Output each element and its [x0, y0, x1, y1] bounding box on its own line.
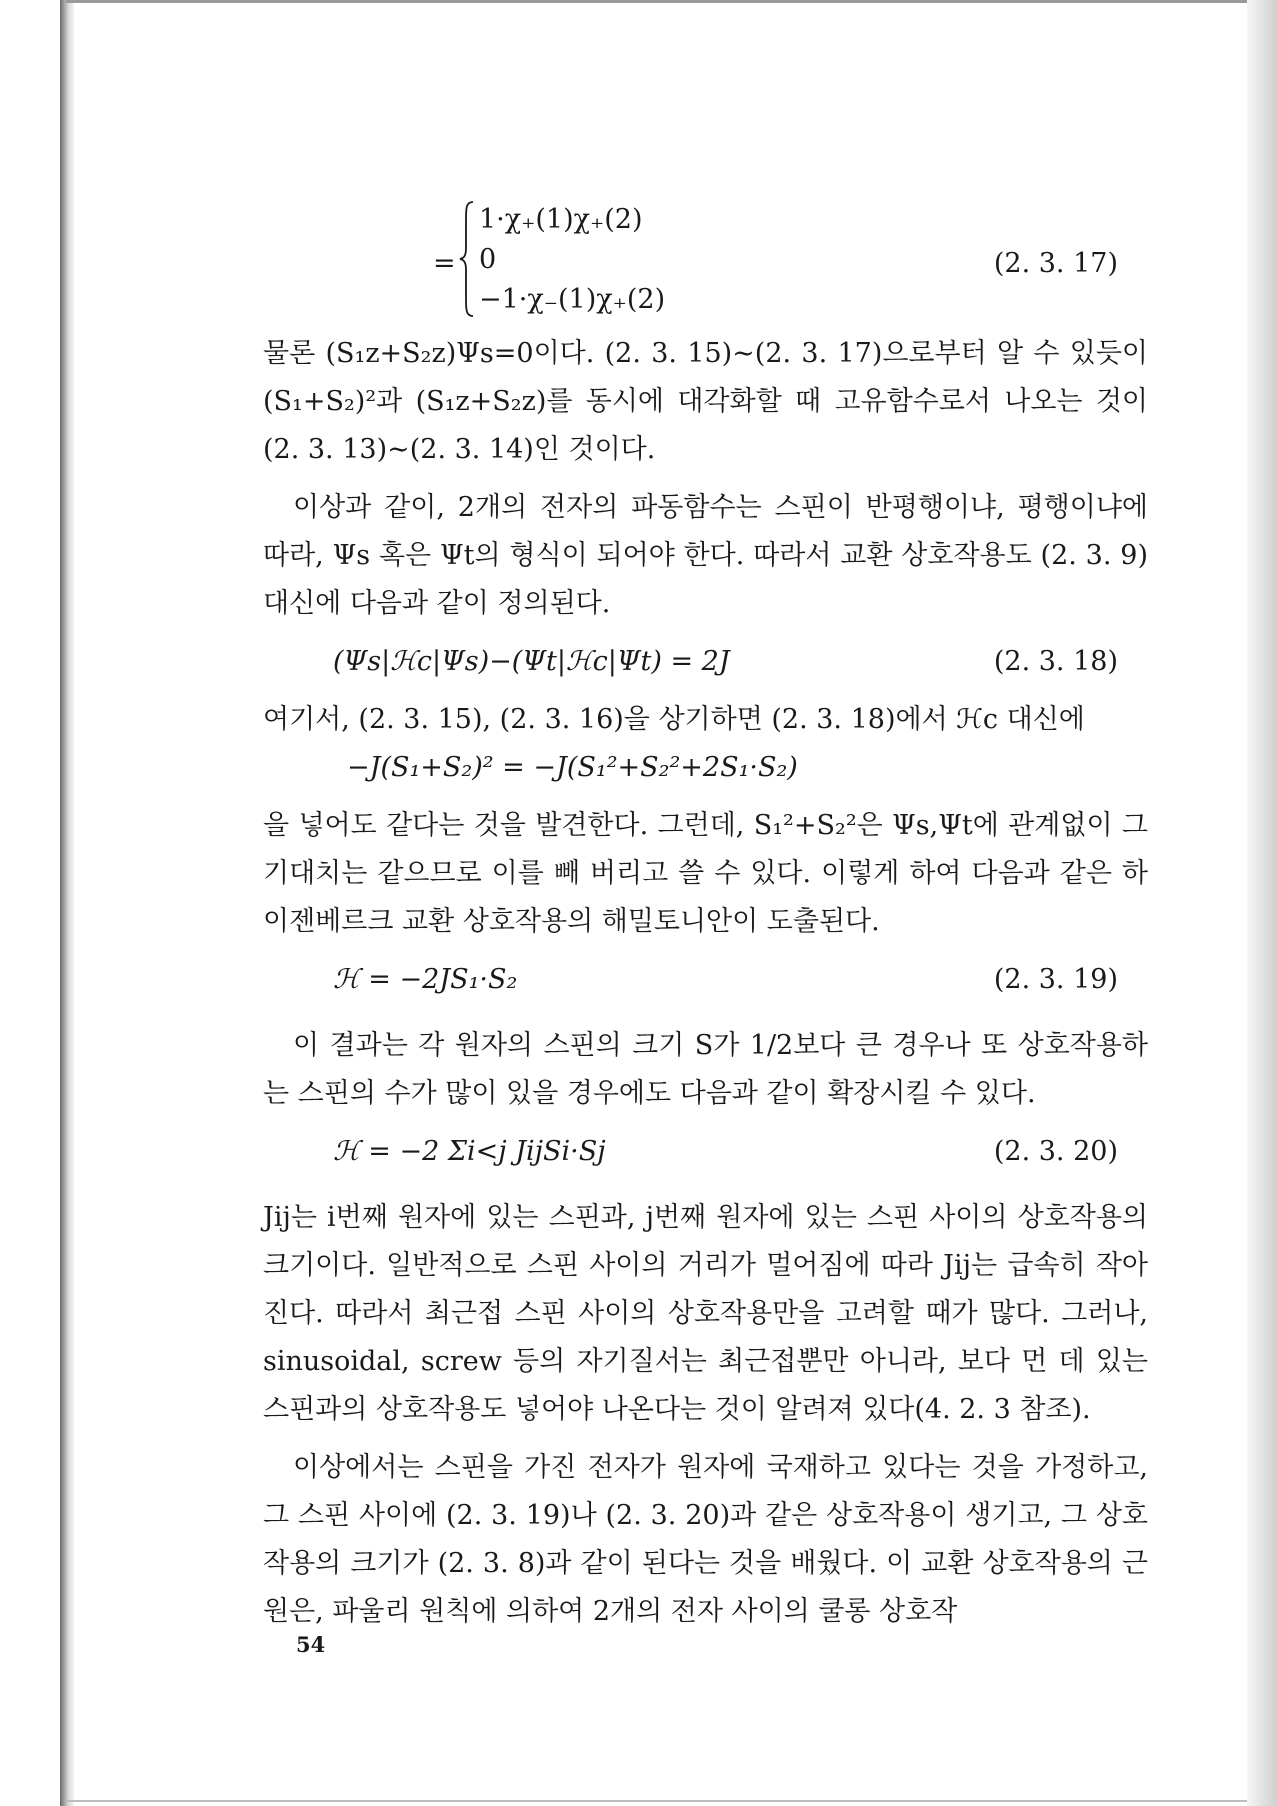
paragraph-6: Jij는 i번째 원자에 있는 스핀과, j번째 원자에 있는 스핀 사이의 상호작용의 크기이다. 일반적으로 스핀 사이의 거리가 멀어짐에 따라 Jij는 급속히 작아진다. 따라서 최근접 스핀 사이의 상호작용만을 고려할 때가 많다. 그러나, sinusoidal, screw 등의 자기질서는 최근접뿐만 아니라, 보다 먼 데 있는 스핀과의 상호작용도 넣어야 나온다는 것이 알려져 있다(4. 2. 3 참조). — [263, 1202, 1148, 1425]
equation-2-3-19 — [263, 956, 1148, 1004]
page-bottom-edge — [66, 1800, 1277, 1802]
equation-equals-sign: = — [433, 248, 456, 279]
paragraph-4: 을 넣어도 같다는 것을 발견한다. 그런데, S₁²+S₂²은 Ψs,Ψt에 관계없이 그 기대치는 같으므로 이를 빼 버리고 쓸 수 있다. 이렇게 하여 다음과 같은 하이젠베르크 교환 상호작용의 해밀토니안이 도출된다. — [263, 810, 1148, 937]
paragraph-1: 물론 (S₁z+S₂z)Ψs=0이다. (2. 3. 15)∼(2. 3. 17)으로부터 알 수 있듯이 (S₁+S₂)²과 (S₁z+S₂z)를 동시에 대각화할 때 고유함수로서 나오는 것이 (2. 3. 13)∼(2. 3. 14)인 것이다. — [263, 338, 1148, 465]
page-content — [263, 200, 1148, 1636]
paragraph-2: 이상과 같이, 2개의 전자의 파동함수는 스핀이 반평행이냐, 평행이냐에 따라, Ψs 혹은 Ψt의 형식이 되어야 한다. 따라서 교환 상호작용도 (2. 3. 9) 대신에 다음과 같이 정의된다. — [263, 492, 1148, 619]
equation-2-3-20 — [263, 1128, 1148, 1176]
equation-2-3-18 — [263, 638, 1148, 686]
paragraph-7: 이상에서는 스핀을 가진 전자가 원자에 국재하고 있다는 것을 가정하고, 그 스핀 사이에 (2. 3. 19)나 (2. 3. 20)과 같은 상호작용이 생기고, 그 상호작용의 크기가 (2. 3. 8)과 같이 된다는 것을 배웠다. 이 교환 상호작용의 근원은, 파울리 원칙에 의하여 2개의 전자 사이의 쿨롱 상호작 — [263, 1452, 1148, 1627]
equation-case-3: −1·χ₋(1)χ₊(2) — [479, 284, 666, 315]
equation-case-1: 1·χ₊(1)χ₊(2) — [479, 204, 643, 235]
equation-number: (2. 3. 20) — [993, 1136, 1118, 1167]
equation-number: (2. 3. 19) — [993, 964, 1118, 995]
page-number: 54 — [296, 1632, 326, 1657]
equation-case-2: 0 — [479, 244, 497, 275]
paragraph-5: 이 결과는 각 원자의 스핀의 크기 S가 1/2보다 큰 경우나 또 상호작용하는 스핀의 수가 많이 있을 경우에도 다음과 같이 확장시킬 수 있다. — [263, 1030, 1148, 1109]
equation-body: −J(S₁+S₂)² = −J(S₁²+S₂²+2S₁·S₂) — [347, 752, 798, 783]
paragraph-3: 여기서, (2. 3. 15), (2. 3. 16)을 상기하면 (2. 3. 18)에서 ℋc 대신에 — [263, 704, 1085, 735]
page-binding-shadow — [60, 0, 74, 1806]
equation-body: (Ψs|ℋc|Ψs)−(Ψt|ℋc|Ψt) = 2J — [333, 646, 730, 677]
equation-number: (2. 3. 17) — [993, 248, 1118, 279]
equation-body: ℋ = −2 Σi<j JijSi·Sj — [333, 1136, 606, 1167]
left-brace-icon — [458, 200, 476, 318]
page-right-edge — [1247, 0, 1277, 1806]
equation-unnumbered — [263, 744, 1148, 792]
equation-number: (2. 3. 18) — [993, 646, 1118, 677]
equation-2-3-17 — [263, 200, 1148, 322]
equation-body: ℋ = −2JS₁·S₂ — [333, 964, 518, 995]
